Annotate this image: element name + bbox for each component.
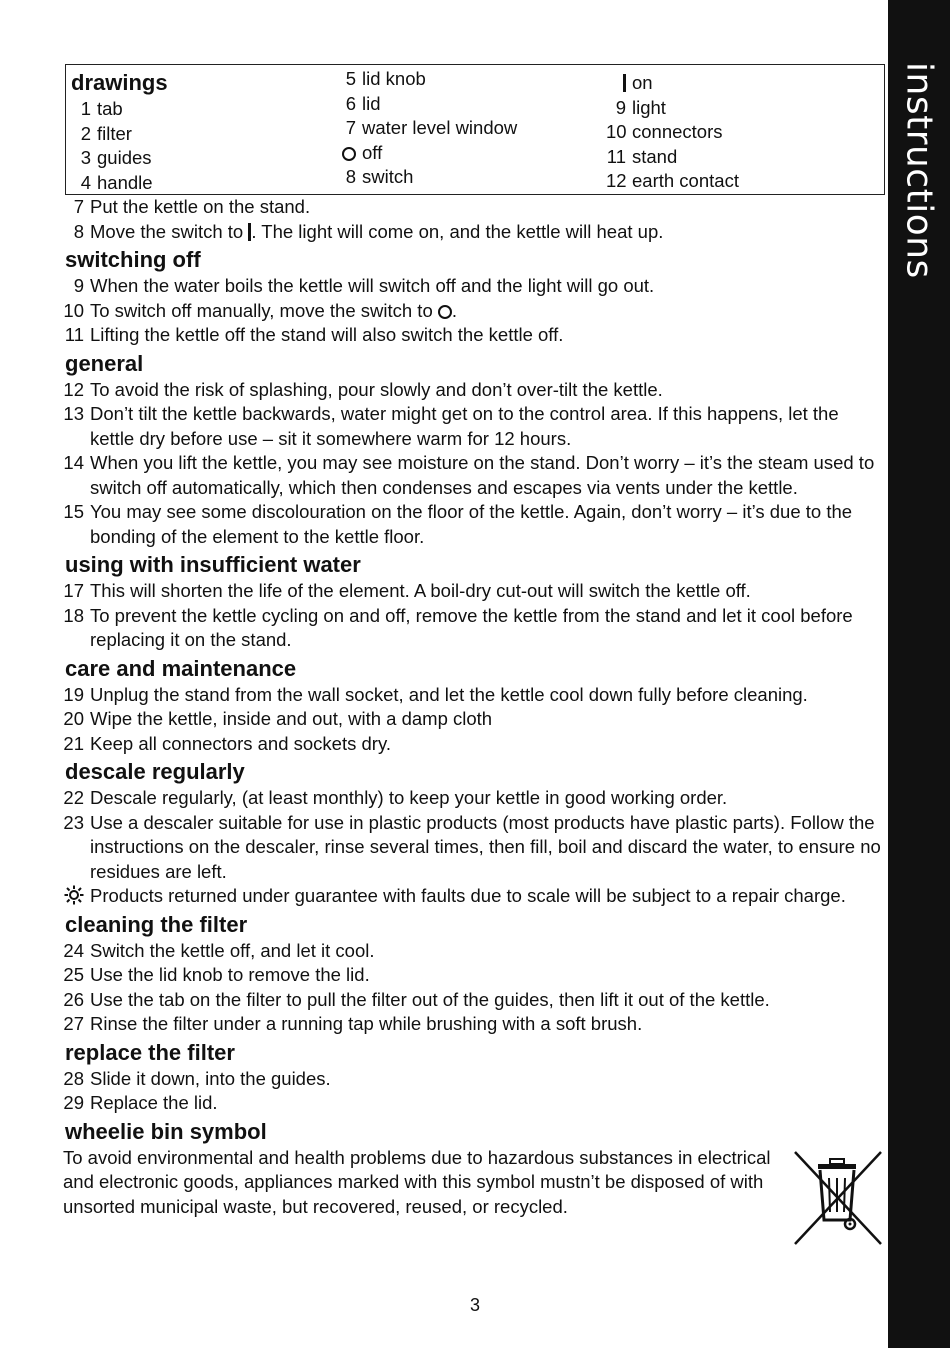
section-heading: replace the filter: [65, 1039, 235, 1065]
page-number: 3: [469, 1295, 480, 1315]
section-heading: using with insufficient water: [65, 552, 361, 577]
drawings-column-3: [606, 71, 739, 194]
legend-item: 11 stand: [606, 145, 678, 167]
section-heading: care and maintenance: [65, 655, 297, 681]
list-item: 10 To switch off manually, move the switch to .: [63, 299, 458, 321]
list-item: 14 When you lift the kettle, you may see moisture on the stand. Don’t worry – it’s the steam used to switch off automatically, which then condenses and escapes via vents under the kettle.: [63, 452, 875, 498]
list-item: 8 Move the switch to . The light will come on, and the kettle will heat up.: [73, 220, 664, 242]
list-item: 22 Descale regularly, (at least monthly) to keep your kettle in good working order.: [63, 787, 728, 808]
section-heading: general: [65, 350, 144, 376]
off-symbol-icon: [438, 305, 452, 319]
section-heading: wheelie bin symbol: [65, 1118, 267, 1144]
list-item: 25 Use the lid knob to remove the lid.: [63, 964, 370, 985]
legend-item: off: [336, 141, 517, 166]
legend-item: 10 connectors: [606, 121, 723, 142]
legend-item: 4 handle: [80, 171, 153, 193]
legend-item: 1 tab: [80, 98, 123, 119]
drawings-legend: [65, 64, 885, 195]
drawings-heading: drawings: [71, 70, 168, 95]
legend-item: 6 lid: [345, 92, 381, 114]
list-item: 21 Keep all connectors and sockets dry.: [63, 732, 391, 754]
wheelie-bin-paragraph: To avoid environmental and health problems due to hazardous substances in electrical and electronic goods, appliances marked with this symbol mustn’t be disposed of with unsorted municipal waste, but recovered, reused, or recycled.: [63, 1146, 771, 1217]
legend-item: 12 earth contact: [606, 170, 739, 191]
list-item: 7 Put the kettle on the stand.: [73, 196, 311, 217]
crossed-out-wheelie-bin-icon: [792, 1150, 884, 1246]
list-item: 24 Switch the kettle off, and let it cool.: [63, 939, 375, 961]
list-item: 23 Use a descaler suitable for use in plastic products (most products have plastic parts). Follow the instructions on the descaler, rinse several times, then fill, boil and discard the water, to ensure no residues are left.: [63, 811, 881, 882]
warning-item: Products returned under guarantee with faults due to scale will be subject to a repair charge.: [62, 884, 884, 909]
legend-item: 8 switch: [345, 166, 414, 187]
section-tab-label: instructions: [898, 62, 940, 279]
section-heading: descale regularly: [65, 759, 245, 784]
list-item: 28 Slide it down, into the guides.: [63, 1067, 331, 1089]
legend-item: 7 water level window: [345, 117, 518, 138]
off-symbol-icon: [342, 147, 356, 161]
list-item: 15 You may see some discolouration on the floor of the kettle. Again, don’t worry – it’s due to the bonding of the element to the kettle floor.: [63, 501, 853, 547]
section-tab: [888, 0, 950, 1348]
list-item: 27 Rinse the filter under a running tap while brushing with a soft brush.: [63, 1013, 643, 1034]
warning-icon: [62, 884, 84, 909]
list-item: 19 Unplug the stand from the wall socket, and let the kettle cool down fully before cleaning.: [63, 683, 808, 705]
list-item: 17 This will shorten the life of the element. A boil-dry cut-out will switch the kettle off.: [63, 580, 751, 601]
list-item: 20 Wipe the kettle, inside and out, with a damp cloth: [63, 708, 493, 729]
list-item: 29 Replace the lid.: [63, 1092, 218, 1113]
legend-item: on: [606, 71, 739, 96]
list-item: 9 When the water boils the kettle will switch off and the light will go out.: [73, 275, 655, 296]
on-symbol-icon: [623, 74, 626, 92]
list-item: 13 Don’t tilt the kettle backwards, water might get on to the control area. If this happens, let the kettle dry before use – sit it somewhere warm for 12 hours.: [63, 403, 839, 449]
legend-item: 5 lid knob: [345, 68, 426, 89]
section-heading: switching off: [65, 247, 201, 272]
drawings-column-2: [336, 67, 517, 190]
list-item: 11 Lifting the kettle off the stand will also switch the kettle off.: [64, 324, 564, 345]
legend-item: 9 light: [615, 96, 666, 118]
list-item: 26 Use the tab on the filter to pull the filter out of the guides, then lift it out of the kettle.: [63, 988, 770, 1010]
list-item: 12 To avoid the risk of splashing, pour slowly and don’t over-tilt the kettle.: [63, 378, 663, 400]
legend-item: 3 guides: [80, 147, 152, 168]
drawings-column-1: [71, 69, 168, 195]
legend-item: 2 filter: [80, 122, 132, 144]
instructions-body: [62, 195, 884, 1219]
section-heading: cleaning the filter: [65, 911, 248, 937]
list-item: 18 To prevent the kettle cycling on and off, remove the kettle from the stand and let it cool before replacing it on the stand.: [63, 604, 853, 650]
